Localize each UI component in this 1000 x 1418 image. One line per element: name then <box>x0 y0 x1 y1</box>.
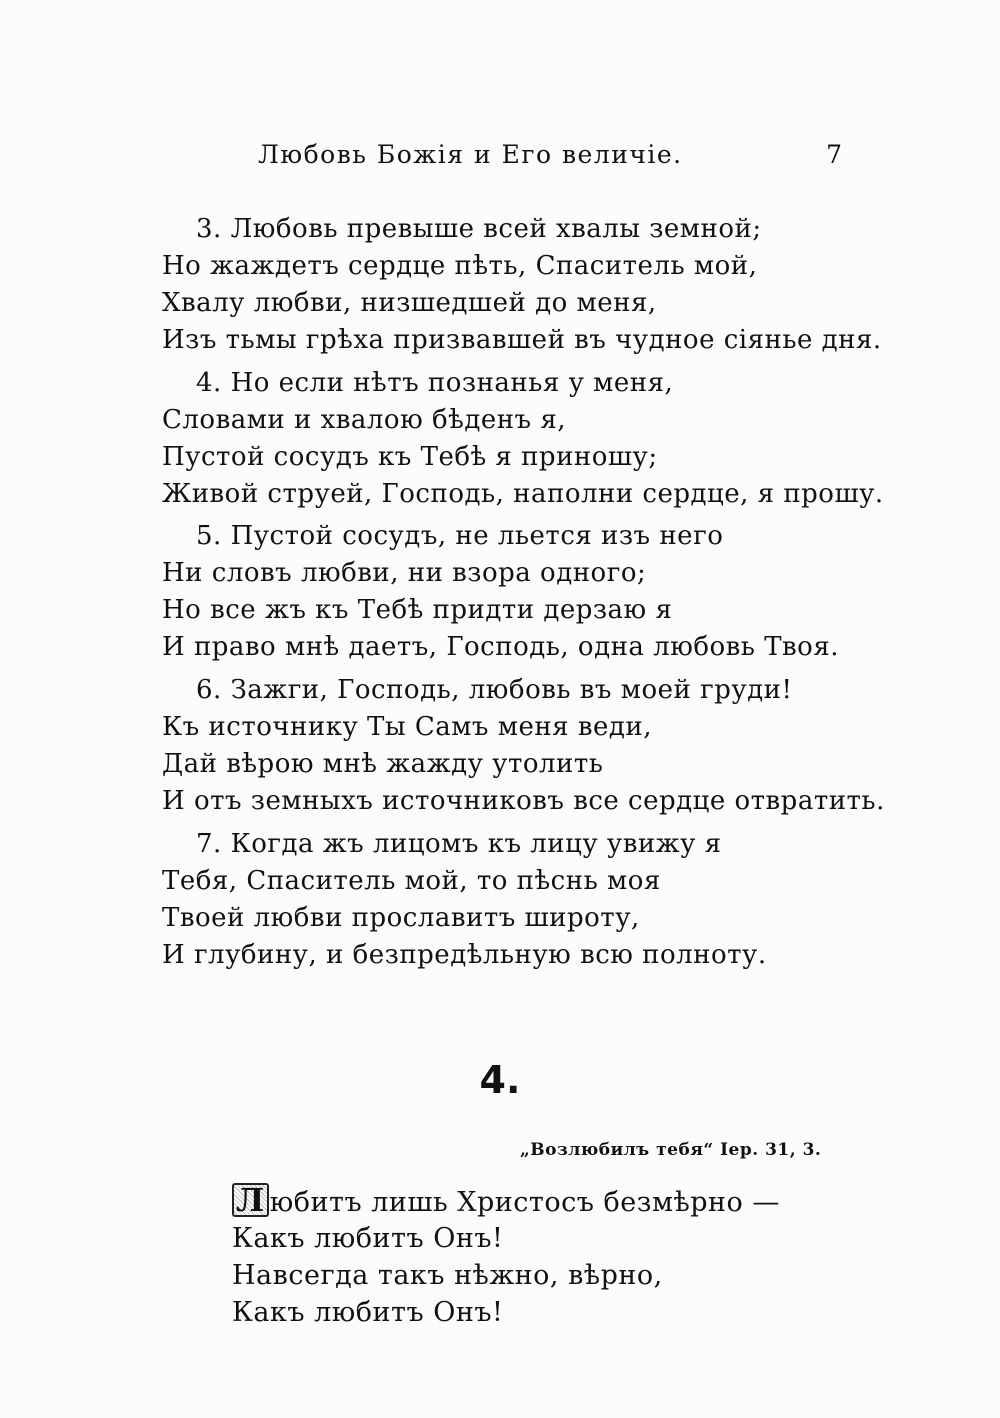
stanza-line: И право мнѣ даетъ, Господь, одна любовь Твоя. <box>162 632 839 662</box>
stanza-line: Ни словъ любви, ни взора одного; <box>162 558 647 588</box>
stanza-line: Словами и хвалою бѣденъ я, <box>162 405 567 435</box>
stanza-3 <box>162 211 882 359</box>
stanza-4 <box>162 365 884 513</box>
page-number: 7 <box>826 140 842 169</box>
hymn-4-stanza <box>232 1183 832 1331</box>
stanza-line: Тебя, Спаситель мой, то пѣснь моя <box>162 866 661 896</box>
stanza-line: 5. Пустой сосудъ, не льется изъ него <box>196 521 724 551</box>
hymn-number: 4. <box>479 1058 521 1102</box>
hymn-line: Какъ любитъ Онъ! <box>232 1297 504 1328</box>
drop-cap: Л <box>232 1183 269 1217</box>
stanza-line: Хвалу любви, низшедшей до меня, <box>162 288 657 318</box>
stanza-line: Твоей любви прославитъ широту, <box>162 903 640 933</box>
stanza-line: Дай вѣрою мнѣ жажду утолить <box>162 749 604 779</box>
hymn-line: Навсегда такъ нѣжно, вѣрно, <box>232 1260 663 1291</box>
stanza-line: Но все жъ къ Тебѣ придти дерзаю я <box>162 595 673 625</box>
stanza-line: И глубину, и безпредѣльную всю полноту. <box>162 940 767 970</box>
hymn-line: Какъ любитъ Онъ! <box>232 1223 504 1254</box>
first-line-text: юбитъ лишь Христосъ безмѣрно — <box>269 1187 780 1218</box>
stanza-line: 4. Но если нѣтъ познанья у меня, <box>196 368 674 398</box>
stanza-line: Но жаждетъ сердце пѣть, Спаситель мой, <box>162 251 758 281</box>
stanza-line: 7. Когда жъ лицомъ къ лицу увижу я <box>196 829 722 859</box>
stanza-line: 3. Любовь превыше всей хвалы земной; <box>196 214 762 244</box>
running-title: Любовь Божія и Его величіе. <box>258 140 683 169</box>
stanza-line: Къ источнику Ты Самъ меня веди, <box>162 712 652 742</box>
stanza-line: И отъ земныхъ источниковъ все сердце отвратить. <box>162 786 885 816</box>
stanza-5 <box>162 518 862 666</box>
stanza-line: Живой струей, Господь, наполни сердце, я прошу. <box>162 479 884 509</box>
hymn-first-line <box>232 1183 832 1220</box>
stanza-7 <box>162 826 862 974</box>
epigraph: „Возлюбилъ тебя“ Іер. 31, 3. <box>520 1140 822 1160</box>
stanza-line: 6. Зажги, Господь, любовь въ моей груди! <box>196 675 793 705</box>
stanza-6 <box>162 672 885 820</box>
running-head <box>160 140 860 180</box>
stanza-line: Пустой сосудъ къ Тебѣ я приношу; <box>162 442 658 472</box>
stanza-line: Изъ тьмы грѣха призвавшей въ чудное сіянье дня. <box>162 325 882 355</box>
